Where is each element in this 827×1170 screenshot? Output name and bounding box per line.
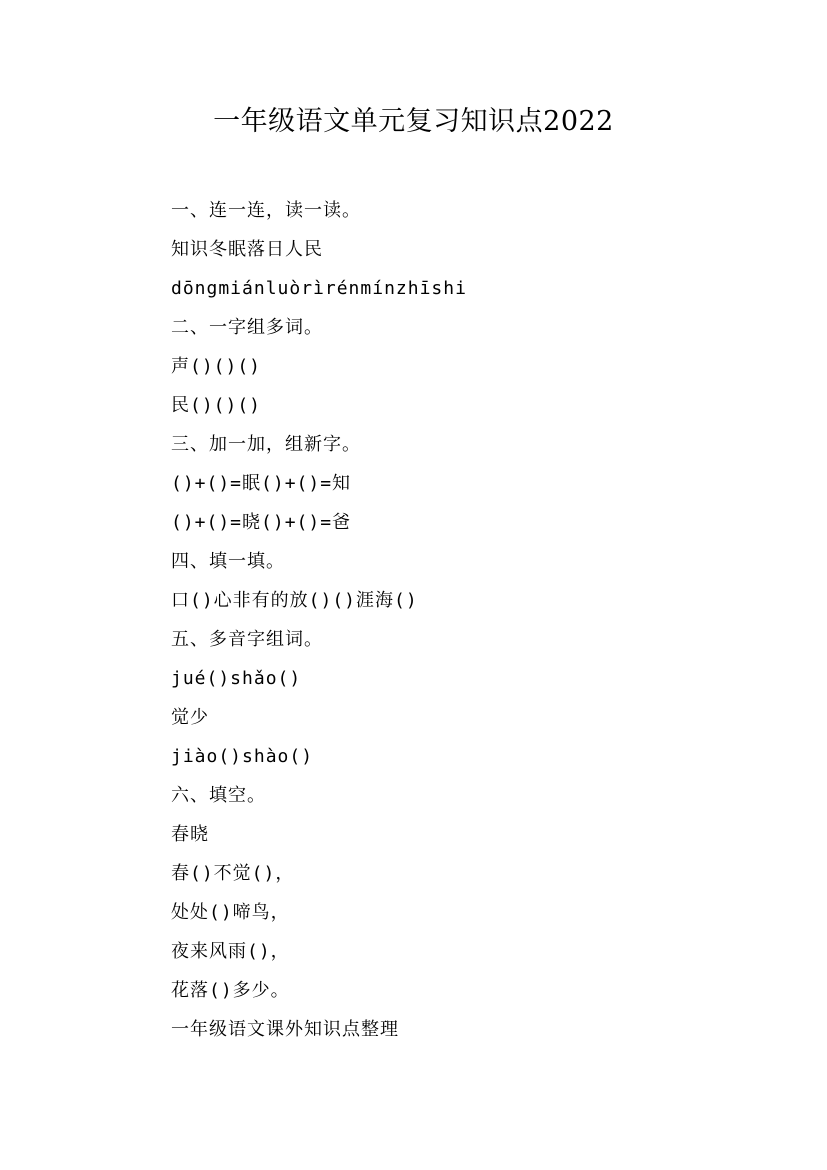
body-line: ()+()=晓()+()=爸: [171, 512, 352, 533]
document-body: [171, 191, 791, 1049]
body-line: 声()()(): [171, 356, 262, 377]
body-line: 口()心非有的放()()涯海(): [171, 590, 418, 611]
section-heading: 一、连一连，读一读。: [171, 200, 361, 221]
poem-line: 春()不觉()，: [171, 863, 295, 884]
poem-line: 处处()啼鸟，: [171, 902, 290, 923]
pinyin-line: jiào()shào(): [171, 746, 314, 767]
document-title: 一年级语文单元复习知识点2022: [213, 106, 614, 137]
section-heading: 五、多音字组词。: [171, 629, 323, 650]
pinyin-line: dōngmiánluòrìrénmínzhīshi: [171, 278, 467, 299]
poem-line: 夜来风雨()，: [171, 941, 290, 962]
body-line: ()+()=眠()+()=知: [171, 473, 352, 494]
body-line: 知识冬眠落日人民: [171, 239, 323, 260]
poem-line: 花落()多少。: [171, 980, 290, 1001]
pinyin-line: jué()shǎo(): [171, 668, 302, 689]
section-heading: 六、填空。: [171, 785, 266, 806]
section-heading: 一年级语文课外知识点整理: [171, 1019, 399, 1040]
body-line: 民()()(): [171, 395, 262, 416]
body-line: 觉少: [171, 707, 209, 728]
poem-title: 春晓: [171, 824, 209, 845]
section-heading: 二、一字组多词。: [171, 317, 323, 338]
section-heading: 四、填一填。: [171, 551, 285, 572]
section-heading: 三、加一加，组新字。: [171, 434, 361, 455]
